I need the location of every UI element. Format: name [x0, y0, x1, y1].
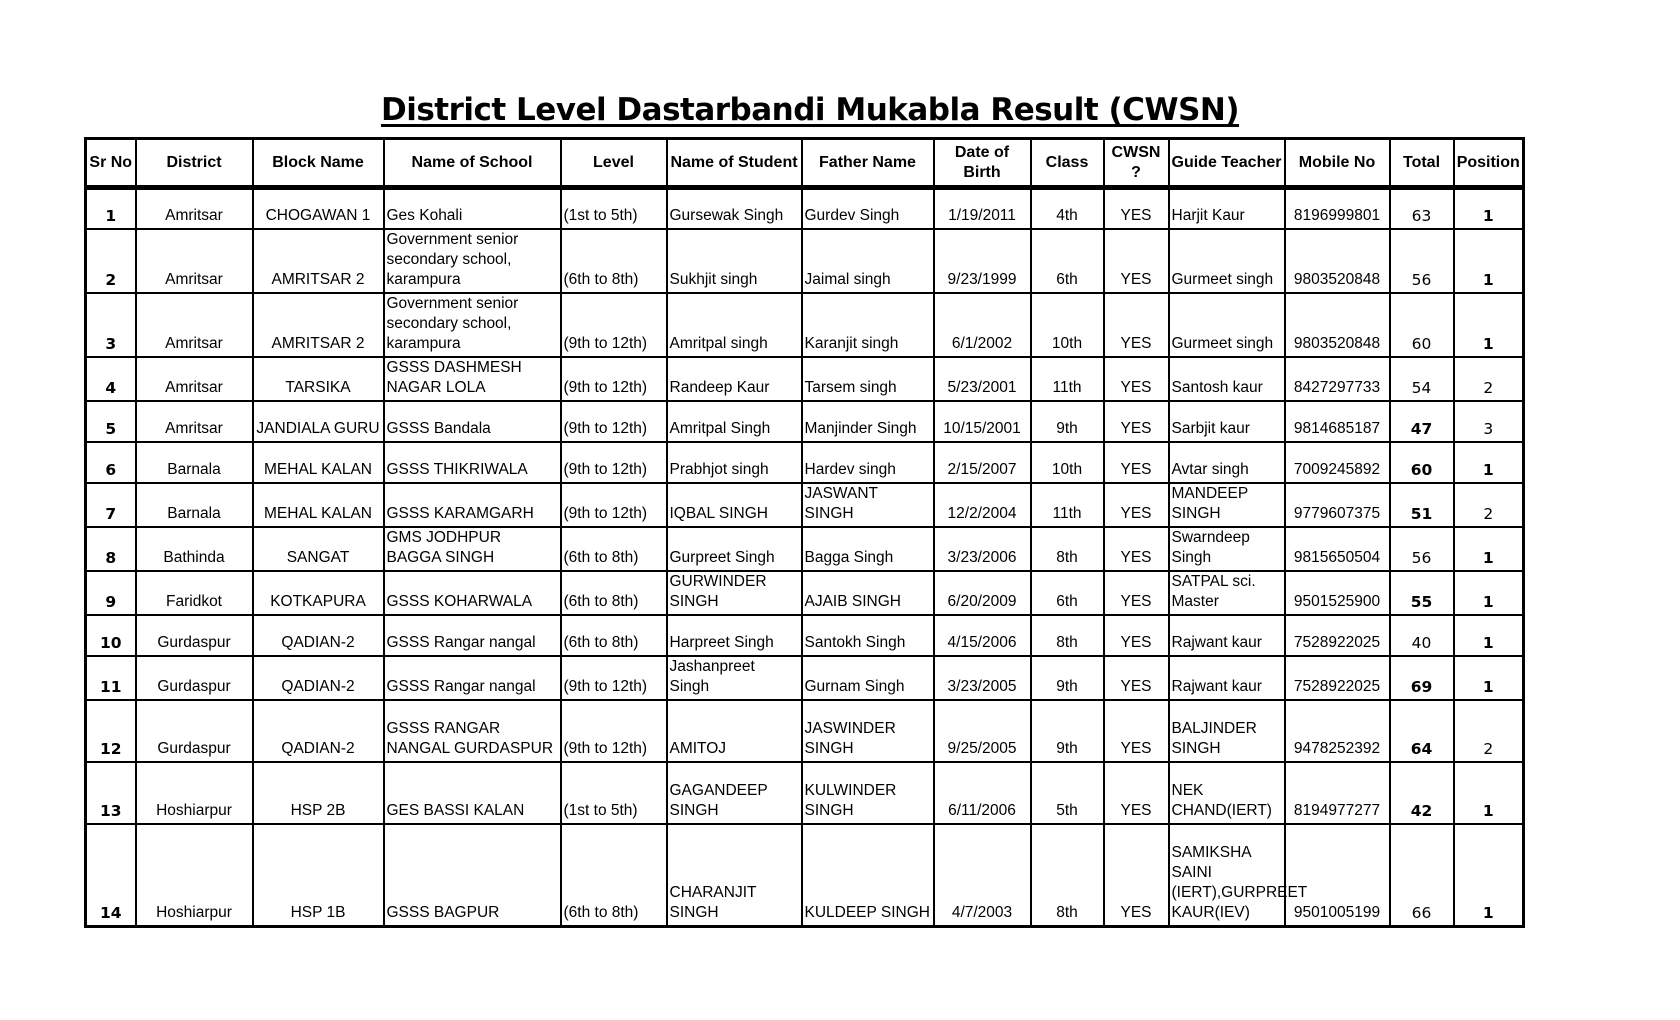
position-cell: 1 [1454, 615, 1524, 656]
class-cell: 9th [1031, 700, 1104, 762]
district-cell: Amritsar [136, 357, 253, 401]
results-table [84, 137, 1525, 928]
mobile-cell: 7009245892 [1285, 442, 1390, 483]
father-cell: Manjinder Singh [802, 401, 934, 442]
district-cell: Gurdaspur [136, 700, 253, 762]
col-school: Name of School [384, 139, 561, 188]
level-cell: (6th to 8th) [561, 229, 667, 293]
dob-cell: 9/23/1999 [934, 229, 1031, 293]
mobile-cell: 9501525900 [1285, 571, 1390, 615]
sr-cell: 3 [86, 293, 136, 357]
cwsn-cell: YES [1104, 762, 1169, 824]
col-class: Class [1031, 139, 1104, 188]
dob-cell: 2/15/2007 [934, 442, 1031, 483]
level-cell: (9th to 12th) [561, 357, 667, 401]
table-row [86, 483, 1524, 527]
mobile-cell: 8427297733 [1285, 357, 1390, 401]
col-total: Total [1390, 139, 1454, 188]
teacher-cell: Harjit Kaur [1169, 188, 1285, 229]
total-cell: 63 [1390, 188, 1454, 229]
mobile-cell: 9779607375 [1285, 483, 1390, 527]
total-cell: 47 [1390, 401, 1454, 442]
teacher-cell: NEK CHAND(IERT) [1169, 762, 1285, 824]
class-cell: 8th [1031, 824, 1104, 927]
father-cell: Gurdev Singh [802, 188, 934, 229]
level-cell: (6th to 8th) [561, 615, 667, 656]
mobile-cell: 9501005199 [1285, 824, 1390, 927]
col-sr-no: Sr No [86, 139, 136, 188]
total-cell: 60 [1390, 293, 1454, 357]
col-position: Position [1454, 139, 1524, 188]
school-cell: GSSS Bandala [384, 401, 561, 442]
district-cell: Gurdaspur [136, 615, 253, 656]
mobile-cell: 9814685187 [1285, 401, 1390, 442]
total-cell: 54 [1390, 357, 1454, 401]
total-cell: 66 [1390, 824, 1454, 927]
position-cell: 3 [1454, 401, 1524, 442]
class-cell: 10th [1031, 442, 1104, 483]
cwsn-cell: YES [1104, 571, 1169, 615]
mobile-cell: 7528922025 [1285, 615, 1390, 656]
father-cell: JASWINDER SINGH [802, 700, 934, 762]
page-title: District Level Dastarbandi Mukabla Result (CWSN) [380, 92, 1240, 128]
cwsn-cell: YES [1104, 656, 1169, 700]
district-cell: Hoshiarpur [136, 762, 253, 824]
total-cell: 64 [1390, 700, 1454, 762]
sr-cell: 10 [86, 615, 136, 656]
total-cell: 42 [1390, 762, 1454, 824]
position-cell: 2 [1454, 483, 1524, 527]
school-cell: GSSS KOHARWALA [384, 571, 561, 615]
position-cell: 1 [1454, 527, 1524, 571]
col-father: Father Name [802, 139, 934, 188]
student-cell: GURWINDER SINGH [667, 571, 802, 615]
sr-cell: 4 [86, 357, 136, 401]
cwsn-cell: YES [1104, 483, 1169, 527]
teacher-cell: MANDEEP SINGH [1169, 483, 1285, 527]
level-cell: (9th to 12th) [561, 442, 667, 483]
student-cell: Sukhjit singh [667, 229, 802, 293]
father-cell: Gurnam Singh [802, 656, 934, 700]
school-cell: GSSS RANGAR NANGAL GURDASPUR [384, 700, 561, 762]
table-row [86, 188, 1524, 229]
mobile-cell: 9803520848 [1285, 229, 1390, 293]
sr-cell: 12 [86, 700, 136, 762]
total-cell: 56 [1390, 229, 1454, 293]
block-cell: TARSIKA [253, 357, 384, 401]
father-cell: JASWANT SINGH [802, 483, 934, 527]
cwsn-cell: YES [1104, 824, 1169, 927]
table-row [86, 700, 1524, 762]
block-cell: QADIAN-2 [253, 700, 384, 762]
father-cell: KULWINDER SINGH [802, 762, 934, 824]
teacher-cell: SATPAL sci. Master [1169, 571, 1285, 615]
school-cell: GSSS Rangar nangal [384, 615, 561, 656]
class-cell: 9th [1031, 401, 1104, 442]
class-cell: 10th [1031, 293, 1104, 357]
district-cell: Barnala [136, 442, 253, 483]
cwsn-cell: YES [1104, 188, 1169, 229]
student-cell: Amritpal singh [667, 293, 802, 357]
teacher-cell: BALJINDER SINGH [1169, 700, 1285, 762]
table-row [86, 615, 1524, 656]
block-cell: MEHAL KALAN [253, 442, 384, 483]
table-row [86, 824, 1524, 927]
student-cell: AMITOJ [667, 700, 802, 762]
level-cell: (9th to 12th) [561, 656, 667, 700]
col-dob: Date of Birth [934, 139, 1031, 188]
dob-cell: 6/11/2006 [934, 762, 1031, 824]
student-cell: Gurpreet Singh [667, 527, 802, 571]
level-cell: (1st to 5th) [561, 188, 667, 229]
student-cell: GAGANDEEP SINGH [667, 762, 802, 824]
dob-cell: 5/23/2001 [934, 357, 1031, 401]
dob-cell: 10/15/2001 [934, 401, 1031, 442]
mobile-cell: 7528922025 [1285, 656, 1390, 700]
sr-cell: 2 [86, 229, 136, 293]
position-cell: 1 [1454, 762, 1524, 824]
school-cell: GSSS KARAMGARH [384, 483, 561, 527]
district-cell: Amritsar [136, 293, 253, 357]
student-cell: Jashanpreet Singh [667, 656, 802, 700]
student-cell: Prabhjot singh [667, 442, 802, 483]
dob-cell: 9/25/2005 [934, 700, 1031, 762]
block-cell: SANGAT [253, 527, 384, 571]
school-cell: GES BASSI KALAN [384, 762, 561, 824]
district-cell: Hoshiarpur [136, 824, 253, 927]
table-row [86, 293, 1524, 357]
level-cell: (6th to 8th) [561, 824, 667, 927]
level-cell: (6th to 8th) [561, 571, 667, 615]
total-cell: 60 [1390, 442, 1454, 483]
class-cell: 11th [1031, 483, 1104, 527]
father-cell: Santokh Singh [802, 615, 934, 656]
dob-cell: 3/23/2005 [934, 656, 1031, 700]
father-cell: Bagga Singh [802, 527, 934, 571]
district-cell: Barnala [136, 483, 253, 527]
table-row [86, 229, 1524, 293]
school-cell: GSSS DASHMESH NAGAR LOLA [384, 357, 561, 401]
block-cell: AMRITSAR 2 [253, 229, 384, 293]
cwsn-cell: YES [1104, 527, 1169, 571]
dob-cell: 1/19/2011 [934, 188, 1031, 229]
student-cell: Harpreet Singh [667, 615, 802, 656]
class-cell: 6th [1031, 571, 1104, 615]
col-cwsn: CWSN ? [1104, 139, 1169, 188]
block-cell: QADIAN-2 [253, 615, 384, 656]
district-cell: Amritsar [136, 188, 253, 229]
dob-cell: 12/2/2004 [934, 483, 1031, 527]
col-block-name: Block Name [253, 139, 384, 188]
position-cell: 1 [1454, 293, 1524, 357]
block-cell: HSP 2B [253, 762, 384, 824]
block-cell: HSP 1B [253, 824, 384, 927]
block-cell: JANDIALA GURU [253, 401, 384, 442]
class-cell: 9th [1031, 656, 1104, 700]
father-cell: Karanjit singh [802, 293, 934, 357]
position-cell: 2 [1454, 357, 1524, 401]
level-cell: (9th to 12th) [561, 700, 667, 762]
table-row [86, 527, 1524, 571]
teacher-cell: Swarndeep Singh [1169, 527, 1285, 571]
block-cell: KOTKAPURA [253, 571, 384, 615]
total-cell: 40 [1390, 615, 1454, 656]
mobile-cell: 9815650504 [1285, 527, 1390, 571]
teacher-cell: Sarbjit kaur [1169, 401, 1285, 442]
block-cell: AMRITSAR 2 [253, 293, 384, 357]
dob-cell: 4/15/2006 [934, 615, 1031, 656]
school-cell: Government senior secondary school, karampura [384, 293, 561, 357]
level-cell: (6th to 8th) [561, 527, 667, 571]
block-cell: CHOGAWAN 1 [253, 188, 384, 229]
district-cell: Gurdaspur [136, 656, 253, 700]
col-student: Name of Student [667, 139, 802, 188]
district-cell: Amritsar [136, 401, 253, 442]
father-cell: Hardev singh [802, 442, 934, 483]
position-cell: 1 [1454, 442, 1524, 483]
table-row [86, 401, 1524, 442]
class-cell: 4th [1031, 188, 1104, 229]
student-cell: Amritpal Singh [667, 401, 802, 442]
dob-cell: 4/7/2003 [934, 824, 1031, 927]
cwsn-cell: YES [1104, 700, 1169, 762]
school-cell: GSSS Rangar nangal [384, 656, 561, 700]
class-cell: 6th [1031, 229, 1104, 293]
level-cell: (9th to 12th) [561, 293, 667, 357]
table-row [86, 357, 1524, 401]
total-cell: 69 [1390, 656, 1454, 700]
father-cell: AJAIB SINGH [802, 571, 934, 615]
mobile-cell: 8196999801 [1285, 188, 1390, 229]
teacher-cell: Rajwant kaur [1169, 615, 1285, 656]
father-cell: Jaimal singh [802, 229, 934, 293]
teacher-cell: Rajwant kaur [1169, 656, 1285, 700]
class-cell: 11th [1031, 357, 1104, 401]
class-cell: 5th [1031, 762, 1104, 824]
dob-cell: 6/1/2002 [934, 293, 1031, 357]
cwsn-cell: YES [1104, 401, 1169, 442]
teacher-cell: Gurmeet singh [1169, 293, 1285, 357]
position-cell: 2 [1454, 700, 1524, 762]
col-guide-teacher: Guide Teacher [1169, 139, 1285, 188]
level-cell: (1st to 5th) [561, 762, 667, 824]
school-cell: Government senior secondary school, karampura [384, 229, 561, 293]
level-cell: (9th to 12th) [561, 401, 667, 442]
father-cell: Tarsem singh [802, 357, 934, 401]
mobile-cell: 8194977277 [1285, 762, 1390, 824]
dob-cell: 6/20/2009 [934, 571, 1031, 615]
table-row [86, 656, 1524, 700]
cwsn-cell: YES [1104, 615, 1169, 656]
cwsn-cell: YES [1104, 293, 1169, 357]
table-row [86, 762, 1524, 824]
school-cell: GSSS BAGPUR [384, 824, 561, 927]
cwsn-cell: YES [1104, 357, 1169, 401]
total-cell: 55 [1390, 571, 1454, 615]
dob-cell: 3/23/2006 [934, 527, 1031, 571]
position-cell: 1 [1454, 229, 1524, 293]
student-cell: IQBAL SINGH [667, 483, 802, 527]
col-mobile: Mobile No [1285, 139, 1390, 188]
sr-cell: 9 [86, 571, 136, 615]
col-district: District [136, 139, 253, 188]
sr-cell: 8 [86, 527, 136, 571]
cwsn-cell: YES [1104, 229, 1169, 293]
cwsn-cell: YES [1104, 442, 1169, 483]
school-cell: GSSS THIKRIWALA [384, 442, 561, 483]
teacher-cell: Avtar singh [1169, 442, 1285, 483]
position-cell: 1 [1454, 824, 1524, 927]
results-body [86, 188, 1524, 927]
sr-cell: 5 [86, 401, 136, 442]
sr-cell: 6 [86, 442, 136, 483]
district-cell: Bathinda [136, 527, 253, 571]
father-cell: KULDEEP SINGH [802, 824, 934, 927]
school-cell: Ges Kohali [384, 188, 561, 229]
student-cell: Randeep Kaur [667, 357, 802, 401]
sr-cell: 13 [86, 762, 136, 824]
class-cell: 8th [1031, 527, 1104, 571]
sr-cell: 1 [86, 188, 136, 229]
sr-cell: 7 [86, 483, 136, 527]
position-cell: 1 [1454, 571, 1524, 615]
mobile-cell: 9478252392 [1285, 700, 1390, 762]
mobile-cell: 9803520848 [1285, 293, 1390, 357]
district-cell: Faridkot [136, 571, 253, 615]
col-level: Level [561, 139, 667, 188]
table-row [86, 442, 1524, 483]
class-cell: 8th [1031, 615, 1104, 656]
header-row [86, 139, 1524, 188]
district-cell: Amritsar [136, 229, 253, 293]
table-row [86, 571, 1524, 615]
student-cell: Gursewak Singh [667, 188, 802, 229]
block-cell: MEHAL KALAN [253, 483, 384, 527]
block-cell: QADIAN-2 [253, 656, 384, 700]
teacher-cell: Gurmeet singh [1169, 229, 1285, 293]
total-cell: 56 [1390, 527, 1454, 571]
sr-cell: 14 [86, 824, 136, 927]
level-cell: (9th to 12th) [561, 483, 667, 527]
teacher-cell: SAMIKSHA SAINI (IERT),GURPREET KAUR(IEV) [1169, 824, 1285, 927]
position-cell: 1 [1454, 656, 1524, 700]
position-cell: 1 [1454, 188, 1524, 229]
teacher-cell: Santosh kaur [1169, 357, 1285, 401]
sr-cell: 11 [86, 656, 136, 700]
student-cell: CHARANJIT SINGH [667, 824, 802, 927]
school-cell: GMS JODHPUR BAGGA SINGH [384, 527, 561, 571]
total-cell: 51 [1390, 483, 1454, 527]
